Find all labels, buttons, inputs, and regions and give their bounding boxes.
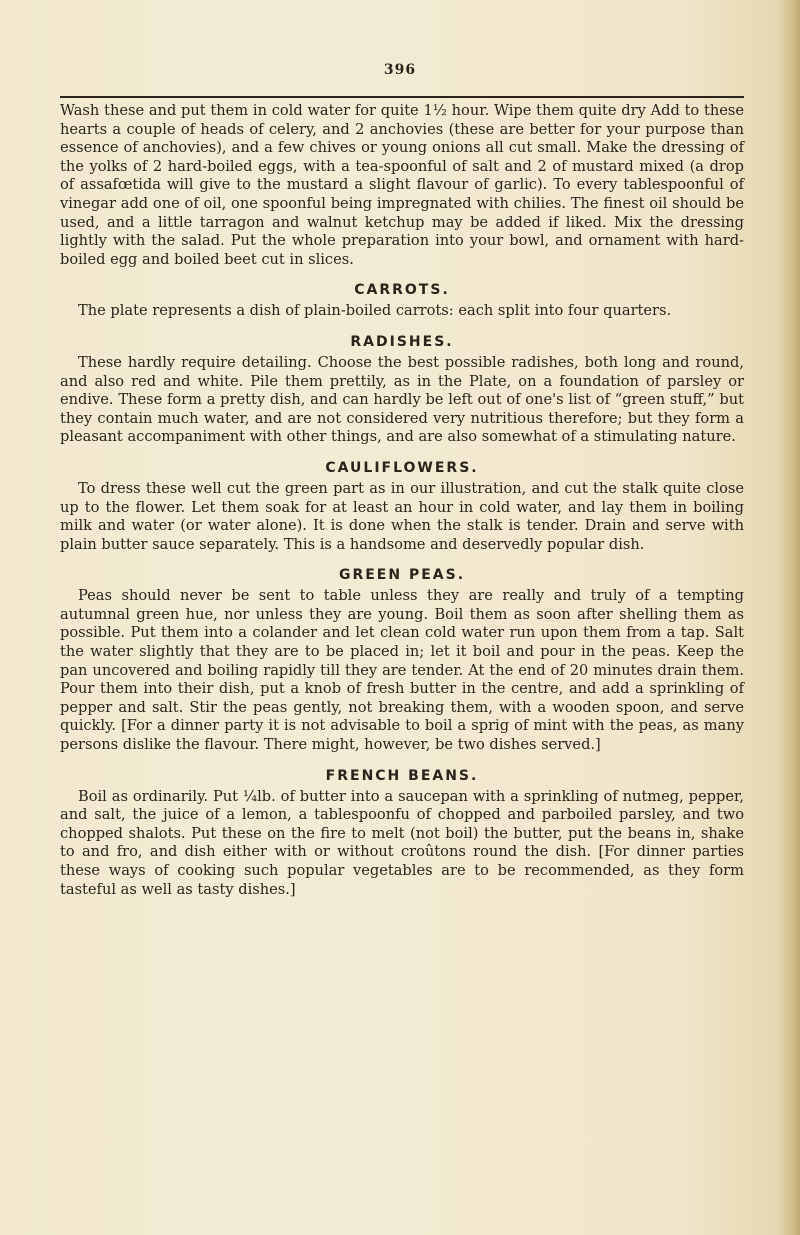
green-peas-paragraph: Peas should never be sent to table unless they are really and truly of a tempting autumnal green hue, nor unless they are young. Boil them as soon after shelling them as possible. Put them into a colander and let clean cold water run upon them from a tap. Salt the water slightly that they are to be placed in; let it boil and pour in the peas. Keep the pan uncovered and boiling rapidly till they are tender. At the end of 20 minutes drain them. Pour them into their dish, put a knob of fresh butter in the centre, and add a sprinkling of pepper and salt. Stir the peas gently, not breaking them, with a wooden spoon, and serve quickly. [For a dinner party it is not advisable to boil a sprig of mint with the peas, as many persons dislike the flavour. There might, however, be two dishes served.] <box>60 587 744 754</box>
carrots-paragraph: The plate represents a dish of plain-boiled carrots: each split into four quarters. <box>78 302 672 320</box>
heading-carrots: CARROTS. <box>354 282 450 299</box>
heading-green-peas: GREEN PEAS. <box>338 567 466 584</box>
salad-paragraph: Wash these and put them in cold water for quite 1½ hour. Wipe them quite dry Add to these hearts a couple of heads of celery, and 2 anchovies (these are better for your purpose than essence of anchovies), and a few chives or young onions all cut small. Make the dressing of the yolks of 2 hard-boiled eggs, with a tea-spoonful of salt and 2 of mustard mixed (a drop of assafœtida will give to the mustard a slight flavour of garlic). To every tablespoonful of vinegar add one of oil, one spoonful being impregnated with chilies. The finest oil should be used, and a little tarragon and walnut ketchup may be added if liked. Mix the dressing lightly with the salad. Put the whole preparation into your bowl, and ornament with hard-boiled egg and boiled beet cut in slices. <box>60 102 744 268</box>
heading-cauliflowers: CAULIFLOWERS. <box>325 459 479 476</box>
cauliflowers-paragraph: To dress these well cut the green part as in our illustration, and cut the stalk quite close up to the flower. Let them soak for at least an hour in cold water, and lay them in boiling milk and water (or water alone). It is done when the stalk is tender. Drain and serve with plain butter sauce separately. This is a handsome and deservedly popular dish. <box>60 479 744 553</box>
page-number: 396 <box>383 62 417 78</box>
page-edge-shadow <box>778 0 800 1235</box>
heading-french-beans: FRENCH BEANS. <box>325 767 479 784</box>
radishes-paragraph: These hardly require detailing. Choose the best possible radishes, both long and round, and also red and white. Pile them prettily, as in the Plate, on a foundation of parsley or endive. These form a pretty dish, and can hardly be left out of one's list of “green stuff,” but they contain much water, and are not considered very nutritious therefore; but they form a pleasant accompaniment with other things, and are also somewhat of a stimulating nature. <box>60 353 744 446</box>
page-body <box>60 102 744 899</box>
header-rule <box>60 96 744 98</box>
french-beans-paragraph: Boil as ordinarily. Put ¼lb. of butter into a saucepan with a sprinkling of nutmeg, pepper, and salt, the juice of a lemon, a tablespoonfu of chopped and parboiled parsley, and two chopped shalots. Put these on the fire to melt (not boil) the butter, put the beans in, shake to and fro, and dish either with or without croûtons round the dish. [For dinner parties these ways of cooking such popular vegetables are to be recommended, as they form tasteful as well as tasty dishes.] <box>60 787 744 898</box>
heading-radishes: RADISHES. <box>350 333 454 350</box>
